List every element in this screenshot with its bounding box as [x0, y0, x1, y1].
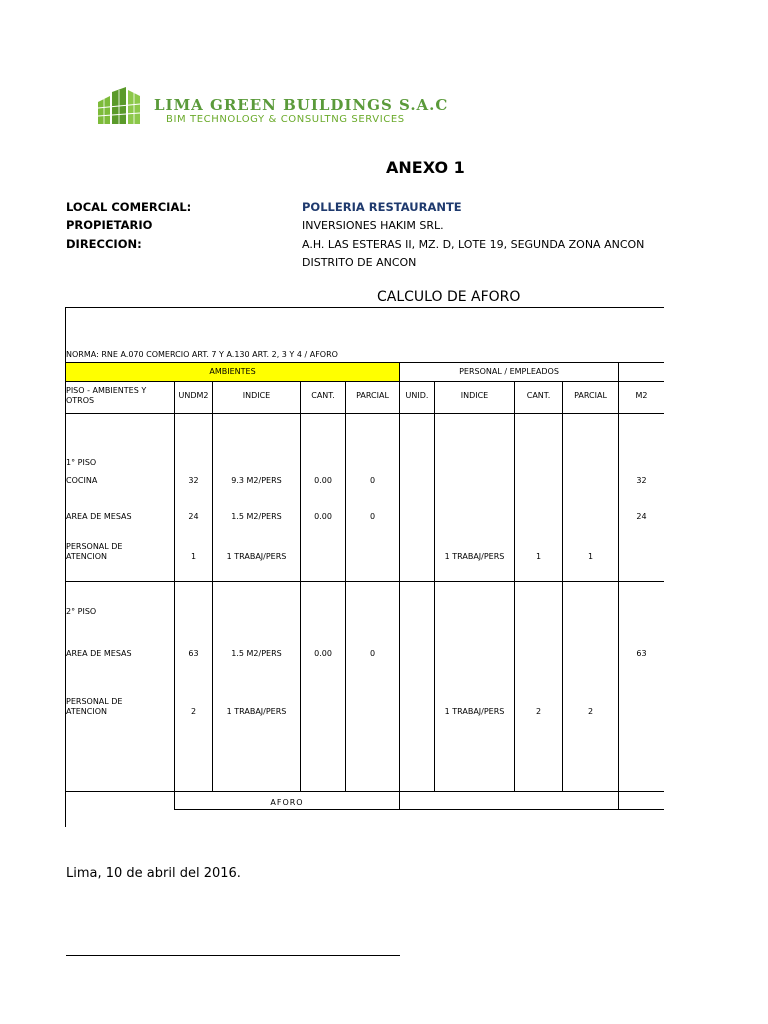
- row-indice: 1.5 M2/PERS: [231, 512, 282, 521]
- row-parcial: 0: [369, 476, 376, 485]
- row-und: 24: [188, 512, 199, 521]
- norma-text: NORMA: RNE A.070 COMERCIO ART. 7 Y A.130 ART. 2, 3 Y 4 / AFORO: [66, 350, 338, 359]
- header-indice2: INDICE: [460, 391, 489, 400]
- address-line1: A.H. LAS ESTERAS II, MZ. D, LOTE 19, SEGUNDA ZONA ANCON: [302, 238, 645, 251]
- row-parcial: 0: [369, 649, 376, 658]
- local-label: LOCAL COMERCIAL:: [66, 200, 192, 214]
- logo-tagline: BIM TECHNOLOGY & CONSULTNG SERVICES: [166, 114, 405, 125]
- group-ambientes: AMBIENTES: [209, 367, 256, 376]
- group-personal: PERSONAL / EMPLEADOS: [459, 367, 559, 376]
- row-parcial2: 1: [587, 552, 594, 561]
- row-name: PERSONAL DE: [66, 542, 123, 551]
- logo-building-icon: [96, 86, 148, 126]
- header-piso-line2: OTROS: [66, 396, 95, 405]
- aforo-label: AFORO: [270, 798, 304, 807]
- row-cant: 0.00: [314, 476, 332, 485]
- header-parcial: PARCIAL: [356, 391, 389, 400]
- row-parcial2: 2: [587, 707, 594, 716]
- owner-label: PROPIETARIO: [66, 218, 153, 232]
- row-indice2: 1 TRABAJ/PERS: [444, 552, 505, 561]
- row-m2: 63: [636, 649, 647, 658]
- header-parcial2: PARCIAL: [574, 391, 607, 400]
- logo-company-name: LIMA GREEN BUILDINGS S.A.C: [154, 96, 449, 114]
- row-name: AREA DE MESAS: [66, 649, 132, 658]
- table-subtitle: CALCULO DE AFORO: [377, 289, 521, 305]
- header-cant2: CANT.: [526, 391, 551, 400]
- row-name: PERSONAL DE: [66, 697, 123, 706]
- header-indice: INDICE: [242, 391, 271, 400]
- row-und: 2: [190, 707, 197, 716]
- row-indice: 1 TRABAJ/PERS: [226, 552, 287, 561]
- piso2-label: 2° PISO: [66, 607, 97, 616]
- footer-date: Lima, 10 de abril del 2016.: [66, 866, 241, 881]
- row-cant2: 2: [535, 707, 542, 716]
- header-cant: CANT.: [311, 391, 335, 400]
- address-label: DIRECCION:: [66, 237, 142, 251]
- header-m2: M2: [635, 391, 648, 400]
- signature-line: [66, 955, 400, 956]
- row-name: COCINA: [66, 476, 98, 485]
- local-value: POLLERIA RESTAURANTE: [302, 200, 462, 214]
- row-cant: 0.00: [314, 512, 332, 521]
- header-unid: UNID.: [405, 391, 429, 400]
- owner-value: INVERSIONES HAKIM SRL.: [302, 219, 444, 232]
- header-undm2: UNDM2: [178, 391, 209, 400]
- row-cant: 0.00: [314, 649, 332, 658]
- row-name-line2: ATENCION: [66, 552, 108, 561]
- row-name-line2: ATENCION: [66, 707, 108, 716]
- row-indice: 9.3 M2/PERS: [231, 476, 282, 485]
- row-name: AREA DE MESAS: [66, 512, 132, 521]
- header-piso: PISO - AMBIENTES Y: [66, 386, 147, 395]
- row-indice: 1 TRABAJ/PERS: [226, 707, 287, 716]
- row-parcial: 0: [369, 512, 376, 521]
- address-line2: DISTRITO DE ANCON: [302, 256, 417, 269]
- row-indice: 1.5 M2/PERS: [231, 649, 282, 658]
- row-m2: 24: [636, 512, 647, 521]
- row-indice2: 1 TRABAJ/PERS: [444, 707, 505, 716]
- row-cant2: 1: [535, 552, 542, 561]
- row-und: 1: [190, 552, 197, 561]
- row-und: 32: [188, 476, 199, 485]
- row-m2: 32: [636, 476, 647, 485]
- piso1-label: 1° PISO: [66, 458, 97, 467]
- row-und: 63: [188, 649, 199, 658]
- document-title: ANEXO 1: [386, 158, 465, 177]
